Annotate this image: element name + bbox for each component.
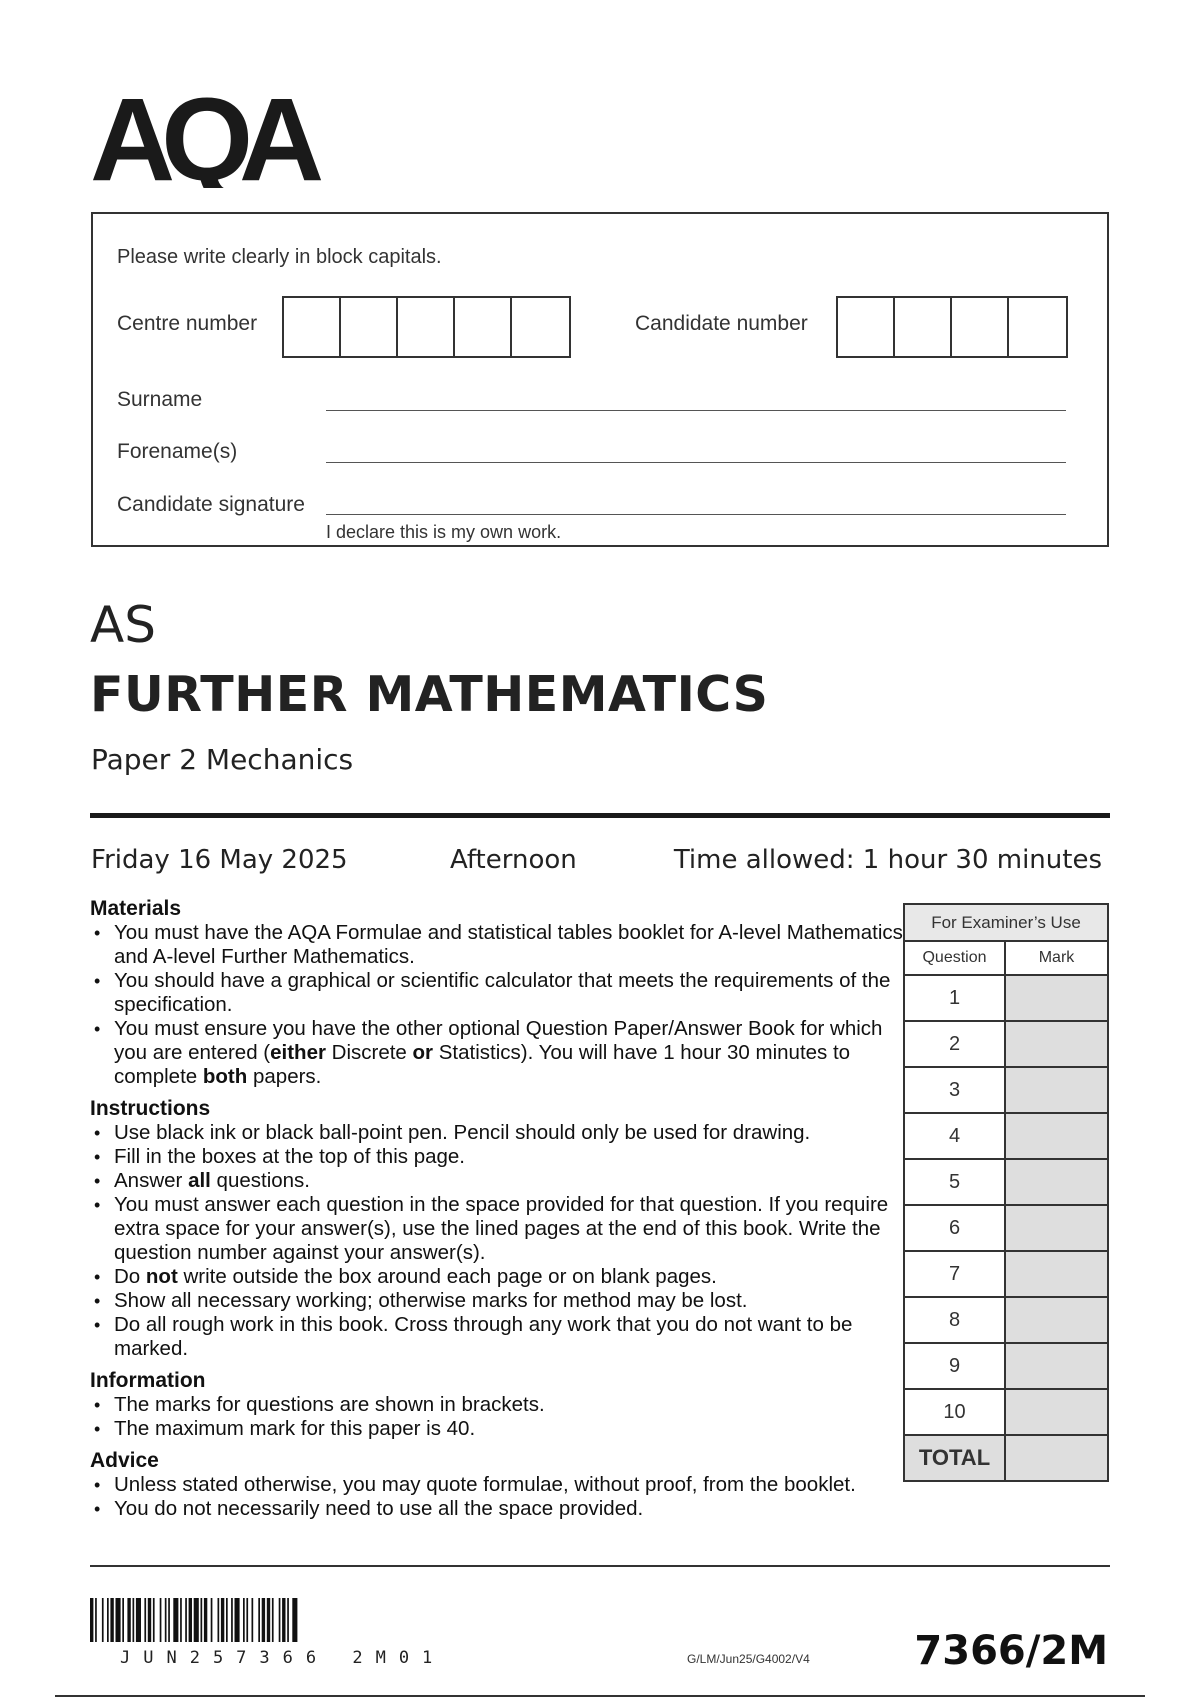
front-cover-instructions xyxy=(90,897,910,1529)
centre-number-digit[interactable] xyxy=(455,298,512,356)
examiner-row xyxy=(904,1113,1108,1159)
subject-title: FURTHER MATHEMATICS xyxy=(90,666,769,723)
centre-number-digit[interactable] xyxy=(398,298,455,356)
information-section xyxy=(90,1369,910,1441)
mark-cell xyxy=(1005,1343,1108,1389)
information-heading: Information xyxy=(90,1369,206,1392)
question-number-cell: 7 xyxy=(904,1251,1005,1297)
instructions-item: • Show all necessary working; otherwise marks for method may be lost. xyxy=(90,1289,910,1313)
mark-cell xyxy=(1005,1389,1108,1435)
barcode-bar xyxy=(153,1598,155,1642)
examiner-row xyxy=(904,1251,1108,1297)
barcode-bar xyxy=(201,1598,203,1642)
barcode-bar xyxy=(102,1598,104,1642)
barcode-bar xyxy=(282,1598,285,1642)
mark-cell xyxy=(1005,1159,1108,1205)
paper-code: 7366/2M xyxy=(914,1628,1108,1674)
materials-item: • You should have a graphical or scientific calculator that meets the requirements of the specification. xyxy=(90,969,910,1017)
barcode-bar xyxy=(287,1598,289,1642)
declaration-text: I declare this is my own work. xyxy=(326,522,562,542)
barcode-bar xyxy=(116,1598,121,1642)
advice-heading: Advice xyxy=(90,1449,159,1472)
centre-number-digit[interactable] xyxy=(512,298,569,356)
instructions-item: • Answer all questions. xyxy=(90,1169,910,1193)
question-number-cell: 2 xyxy=(904,1021,1005,1067)
barcode-bar xyxy=(144,1598,146,1642)
mark-cell xyxy=(1005,975,1108,1021)
barcode-bar xyxy=(194,1598,199,1642)
surname-field[interactable] xyxy=(326,410,1066,411)
barcode-bar xyxy=(107,1598,109,1642)
barcode-bar xyxy=(252,1598,254,1642)
information-item: • The marks for questions are shown in brackets. xyxy=(90,1393,910,1417)
instructions-item: • Use black ink or black ball-point pen. Pencil should only be used for drawing. xyxy=(90,1121,910,1145)
time-allowed: Time allowed: 1 hour 30 minutes xyxy=(673,845,1102,875)
question-number-cell: 10 xyxy=(904,1389,1005,1435)
candidate-number-digit[interactable] xyxy=(1009,298,1066,356)
barcode-bar xyxy=(95,1598,97,1642)
barcode-bar xyxy=(292,1598,297,1642)
mark-column-header: Mark xyxy=(1005,941,1108,975)
centre-number-digit[interactable] xyxy=(341,298,398,356)
barcode-bar xyxy=(148,1598,151,1642)
examiner-row xyxy=(904,1343,1108,1389)
materials-item: • You must ensure you have the other optional Question Paper/Answer Book for which you are entered (either Discrete or Statistics). You will have 1 hour 30 minutes to complete both papers. xyxy=(90,1017,910,1089)
barcode-bar xyxy=(204,1598,207,1642)
examiner-rows xyxy=(904,975,1108,1435)
block-capitals-instruction: Please write clearly in block capitals. xyxy=(117,246,442,268)
barcode-bar xyxy=(110,1598,113,1642)
candidate-details-box xyxy=(91,212,1109,547)
candidate-number-digit[interactable] xyxy=(952,298,1009,356)
paper-title: Paper 2 Mechanics xyxy=(91,743,354,776)
barcode-bar xyxy=(136,1598,141,1642)
mark-cell xyxy=(1005,1297,1108,1343)
information-item: • The maximum mark for this paper is 40. xyxy=(90,1417,910,1441)
page-bottom-rule xyxy=(55,1695,1145,1697)
examiner-use-heading: For Examiner’s Use xyxy=(904,904,1108,941)
barcode-bar xyxy=(272,1598,274,1642)
examiner-row xyxy=(904,1205,1108,1251)
question-column-header: Question xyxy=(904,941,1005,975)
signature-field[interactable] xyxy=(326,514,1066,515)
barcode-bar xyxy=(246,1598,248,1642)
advice-item: • You do not necessarily need to use all the space provided. xyxy=(90,1497,910,1521)
barcode-bar xyxy=(133,1598,135,1642)
advice-item: • Unless stated otherwise, you may quote formulae, without proof, from the booklet. xyxy=(90,1473,910,1497)
exam-date: Friday 16 May 2025 xyxy=(91,845,348,875)
examiner-row xyxy=(904,1021,1108,1067)
question-number-cell: 9 xyxy=(904,1343,1005,1389)
aqa-logo xyxy=(90,92,330,188)
barcode-bar xyxy=(160,1598,162,1642)
advice-section xyxy=(90,1449,910,1521)
footer-divider xyxy=(90,1565,1110,1567)
barcode-bar xyxy=(221,1598,224,1642)
barcode-bar xyxy=(189,1598,192,1642)
barcode-bar xyxy=(185,1598,187,1642)
mark-cell xyxy=(1005,1113,1108,1159)
barcode-bar xyxy=(243,1598,245,1642)
barcode xyxy=(90,1598,500,1642)
instructions-section xyxy=(90,1097,910,1361)
barcode-bar xyxy=(279,1598,281,1642)
examiner-row xyxy=(904,975,1108,1021)
examiner-use-table xyxy=(903,903,1109,1482)
question-number-cell: 4 xyxy=(904,1113,1005,1159)
instructions-item: • Do all rough work in this book. Cross through any work that you do not want to be marked. xyxy=(90,1313,910,1361)
candidate-number-digit[interactable] xyxy=(838,298,895,356)
candidate-number-boxes[interactable] xyxy=(836,296,1068,358)
materials-section xyxy=(90,897,910,1089)
barcode-bar xyxy=(226,1598,228,1642)
mark-cell xyxy=(1005,1205,1108,1251)
barcode-bar xyxy=(218,1598,220,1642)
candidate-number-digit[interactable] xyxy=(895,298,952,356)
question-number-cell: 3 xyxy=(904,1067,1005,1113)
materials-item: • You must have the AQA Formulae and statistical tables booklet for A-level Mathematics and A-level Further Mathematics. xyxy=(90,921,910,969)
barcode-bar xyxy=(262,1598,265,1642)
surname-label: Surname xyxy=(117,388,203,411)
forenames-field[interactable] xyxy=(326,462,1066,463)
question-number-cell: 8 xyxy=(904,1297,1005,1343)
total-mark-cell xyxy=(1005,1435,1108,1481)
barcode-bar xyxy=(211,1598,213,1642)
barcode-bar xyxy=(173,1598,178,1642)
barcode-bar xyxy=(122,1598,124,1642)
barcode-text: JUN257366 2M01 xyxy=(120,1648,446,1668)
question-number-cell: 1 xyxy=(904,975,1005,1021)
mark-cell xyxy=(1005,1021,1108,1067)
qualification-title: AS xyxy=(90,596,156,654)
barcode-bar xyxy=(168,1598,170,1642)
title-divider xyxy=(90,813,1110,818)
materials-heading: Materials xyxy=(90,897,182,920)
barcode-bar xyxy=(165,1598,167,1642)
mark-cell xyxy=(1005,1251,1108,1297)
instructions-item: • Do not write outside the box around each page or on blank pages. xyxy=(90,1265,910,1289)
document-reference: G/LM/Jun25/G4002/V4 xyxy=(687,1652,810,1666)
barcode-bar xyxy=(127,1598,130,1642)
examiner-row xyxy=(904,1297,1108,1343)
candidate-number-label: Candidate number xyxy=(635,312,808,335)
centre-number-boxes[interactable] xyxy=(282,296,571,358)
examiner-row xyxy=(904,1067,1108,1113)
centre-number-digit[interactable] xyxy=(284,298,341,356)
barcode-bar xyxy=(235,1598,240,1642)
total-label: TOTAL xyxy=(904,1435,1005,1481)
instructions-item: • Fill in the boxes at the top of this page. xyxy=(90,1145,910,1169)
barcode-bar xyxy=(267,1598,270,1642)
question-number-cell: 6 xyxy=(904,1205,1005,1251)
mark-cell xyxy=(1005,1067,1108,1113)
forenames-label: Forename(s) xyxy=(117,440,238,463)
centre-number-label: Centre number xyxy=(117,312,258,335)
examiner-row xyxy=(904,1159,1108,1205)
barcode-bar xyxy=(231,1598,233,1642)
exam-session: Afternoon xyxy=(450,845,577,875)
aqa-logo-text: AQA xyxy=(90,92,311,188)
examiner-row xyxy=(904,1389,1108,1435)
question-number-cell: 5 xyxy=(904,1159,1005,1205)
barcode-bar xyxy=(180,1598,182,1642)
barcode-bar xyxy=(90,1598,93,1642)
barcode-bar xyxy=(258,1598,260,1642)
instructions-heading: Instructions xyxy=(90,1097,211,1120)
signature-label: Candidate signature xyxy=(117,493,305,516)
instructions-item: • You must answer each question in the space provided for that question. If you require extra space for your answer(s), use the lined pages at the end of this book. Write the question number against your answer(s). xyxy=(90,1193,910,1265)
